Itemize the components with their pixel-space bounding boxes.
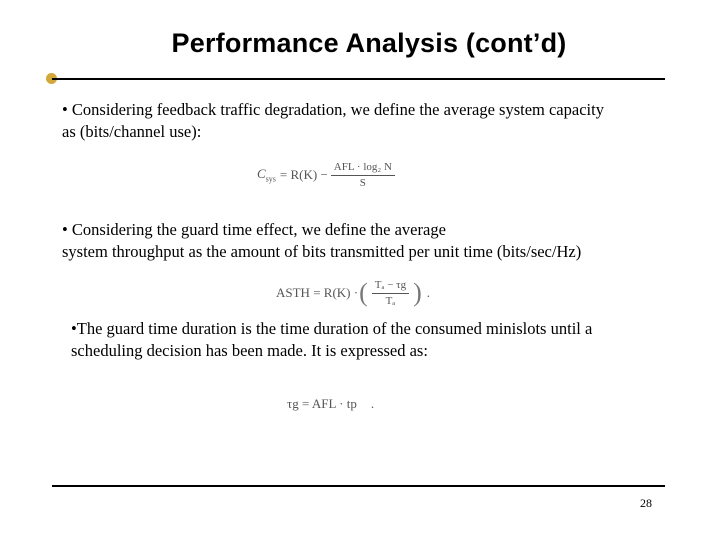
formula-rhs-prefix: = R(K) − bbox=[279, 167, 328, 182]
formula-system-capacity bbox=[257, 158, 398, 192]
fraction-denominator: S bbox=[359, 176, 366, 189]
bullet-text-line: scheduling decision has been made. It is expressed as: bbox=[71, 341, 428, 360]
bullet-text-line: system throughput as the amount of bits transmitted per unit time (bits/sec/Hz) bbox=[62, 242, 582, 261]
page-number: 28 bbox=[640, 496, 652, 510]
bullet-text-line: •The guard time duration is the time duration of the consumed minislots until a bbox=[71, 319, 593, 338]
fraction-denominator: Tₐ bbox=[385, 294, 396, 307]
fraction-numerator: AFL · log₂ N bbox=[331, 161, 395, 176]
formula-lhs: ASTH = R(K) · bbox=[276, 285, 359, 300]
bullet-text-line: • Considering feedback traffic degradation, we define the average system capacity bbox=[62, 100, 604, 119]
formula-throughput bbox=[276, 275, 430, 311]
bullet-guard-time-duration bbox=[71, 318, 592, 362]
bullet-text-line: • Considering the guard time effect, we define the average bbox=[62, 220, 446, 239]
bullet-feedback-capacity bbox=[62, 99, 604, 143]
formula-lhs: τg = AFL · tp bbox=[287, 396, 357, 411]
fraction-numerator: Tₐ − τg bbox=[372, 279, 409, 294]
formula-guard-time bbox=[287, 392, 374, 416]
bullet-text-line: as (bits/channel use): bbox=[62, 122, 202, 141]
formula-fraction bbox=[372, 279, 409, 308]
left-paren: ( bbox=[359, 278, 368, 307]
bottom-rule bbox=[52, 485, 665, 487]
formula-fraction bbox=[331, 161, 395, 190]
formula-suffix: . bbox=[426, 285, 431, 300]
formula-suffix: . bbox=[370, 396, 375, 411]
right-paren: ) bbox=[413, 278, 422, 307]
top-rule bbox=[52, 78, 665, 80]
slide-title: Performance Analysis (cont’d) bbox=[171, 28, 567, 58]
formula-lhs: $C_{sys}$ bbox=[257, 166, 276, 184]
bullet-guard-time-throughput bbox=[62, 219, 581, 263]
